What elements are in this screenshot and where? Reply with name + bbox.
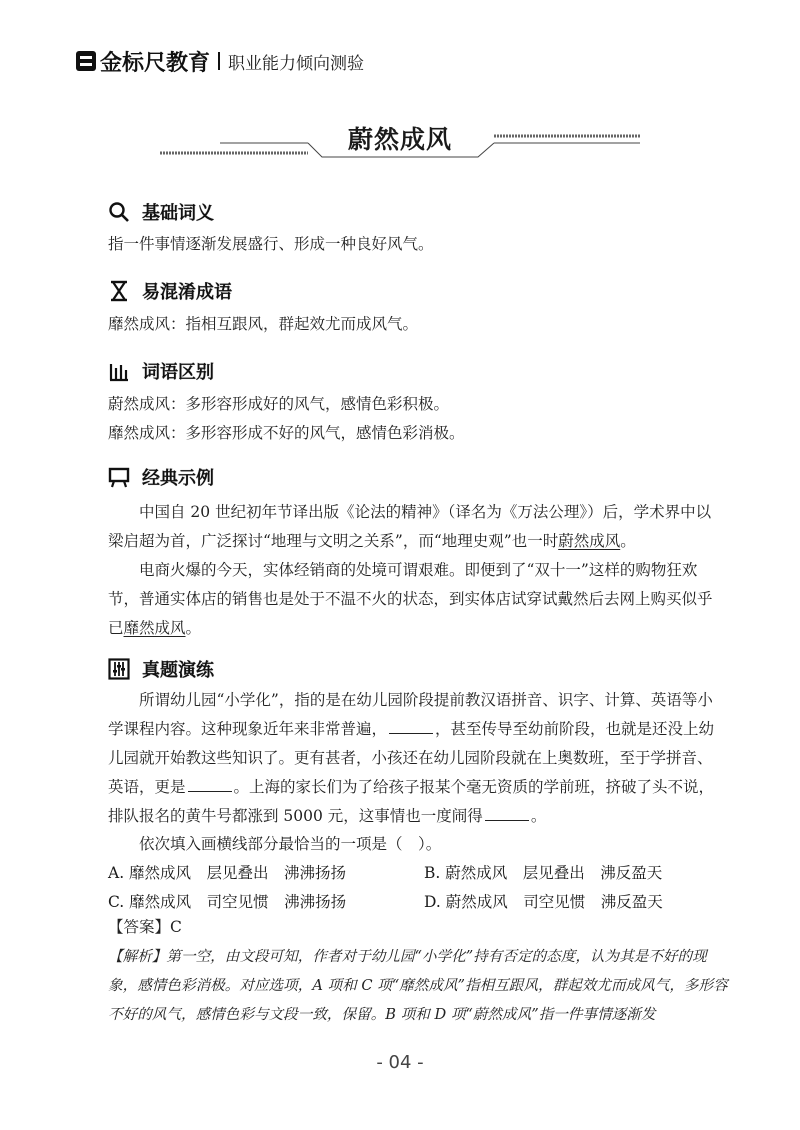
brand-name: 金标尺教育: [100, 50, 211, 76]
diff-line-2: 靡然成风：多形容形成不好的风气，感情色彩消极。: [108, 424, 465, 442]
option-b[interactable]: B. 蔚然成风 层见叠出 沸反盈天: [424, 864, 663, 882]
example-2-term: 靡然成风: [123, 619, 186, 637]
section-basic-header: [108, 197, 214, 227]
analysis-text: 【解析】第一空，由文段可知，作者对于幼儿园“小学化”持有否定的态度，认为其是不好的现象，感情色彩消极。对应选项，A 项和 C 项“靡然成风”指相互跟风，群起效尤而成风气，多形容不好的风气，感情色彩与文段一致，保留。B 项和 D 项“蔚然成风”指一件事情逐渐发: [108, 948, 728, 1023]
section-practice-title: 真题演练: [142, 660, 214, 681]
option-a[interactable]: A. 靡然成风 层见叠出 沸沸扬扬: [108, 864, 347, 882]
question-blank-2: [188, 777, 232, 792]
question-blank-1: [389, 719, 433, 734]
confuse-text: 靡然成风：指相互跟风，群起效尤而成风气。: [108, 315, 419, 333]
question-text-2: ，甚至传导至幼前阶段，也就是还没上幼儿园就开始教这些知识了。更有甚者，小孩还在幼儿园阶段就在上奥数班，至于学拼音、英语，更是: [108, 720, 715, 796]
basic-meaning-text: 指一件事情逐渐发展盛行、形成一种良好风气。: [108, 235, 434, 253]
question-prompt: 依次填入画横线部分最恰当的一项是（ ）。: [139, 835, 442, 853]
question-blank-3: [485, 806, 529, 821]
example-1-end: 。: [620, 532, 636, 550]
board-icon: [108, 466, 130, 488]
title-band: [0, 110, 800, 170]
section-diff-header: [108, 356, 214, 386]
section-basic-title: 基础词义: [142, 203, 214, 224]
hourglass-icon: [108, 280, 130, 302]
question-text-1: 所谓幼儿园“小学化”，指的是在幼儿园阶段提前教汉语拼音、识字、计算、英语等小学课程内容。这种现象近年来非常普遍，: [108, 691, 713, 738]
page-header: [76, 48, 364, 74]
header-divider: [218, 52, 220, 70]
page-number: - 04 -: [376, 1052, 424, 1073]
question-text-3: 。上海的家长们为了给孩子报某个毫无资质的学前班，挤破了头不说，排队报名的黄牛号都涨到 5000 元，这事情也一度闹得: [108, 778, 715, 825]
header-subtitle: 职业能力倾向测验: [228, 53, 365, 74]
section-confuse-title: 易混淆成语: [142, 282, 232, 303]
example-1-term: 蔚然成风: [558, 532, 621, 550]
section-examples-title: 经典示例: [142, 468, 214, 489]
equalizer-icon: [108, 658, 130, 680]
answer-line: 【答案】C: [108, 918, 182, 936]
magnifier-icon: [108, 201, 130, 223]
section-confuse-header: [108, 276, 232, 306]
section-practice-header: [108, 654, 214, 684]
section-diff-title: 词语区别: [142, 362, 214, 383]
example-1-text: 中国自 20 世纪初年节译出版《论法的精神》（译名为《万法公理》）后，学术界中以梁启超为首，广泛探讨“地理与文明之关系”，而“地理史观”也一时: [108, 503, 712, 550]
example-2-text: 电商火爆的今天，实体经销商的处境可谓艰难。即便到了“双十一”这样的购物狂欢节，普通实体店的销售也是处于不温不火的状态，到实体店试穿试戴然后去网上购买似乎已: [108, 561, 713, 637]
diff-line-1: 蔚然成风：多形容形成好的风气，感情色彩积极。: [108, 395, 450, 413]
question-text-4: 。: [530, 807, 547, 825]
options-row-1: [108, 859, 726, 888]
section-examples-header: [108, 462, 214, 492]
option-d[interactable]: D. 蔚然成风 司空见惯 沸反盈天: [424, 893, 663, 911]
logo-icon: [76, 51, 96, 71]
example-2-end: 。: [185, 619, 202, 637]
example-1: [108, 498, 726, 556]
bar-chart-icon: [108, 360, 130, 382]
option-c[interactable]: C. 靡然成风 司空见惯 沸沸扬扬: [108, 893, 347, 911]
question-stem: [108, 686, 726, 831]
page-title: 蔚然成风: [347, 125, 452, 154]
example-2: [108, 556, 726, 643]
